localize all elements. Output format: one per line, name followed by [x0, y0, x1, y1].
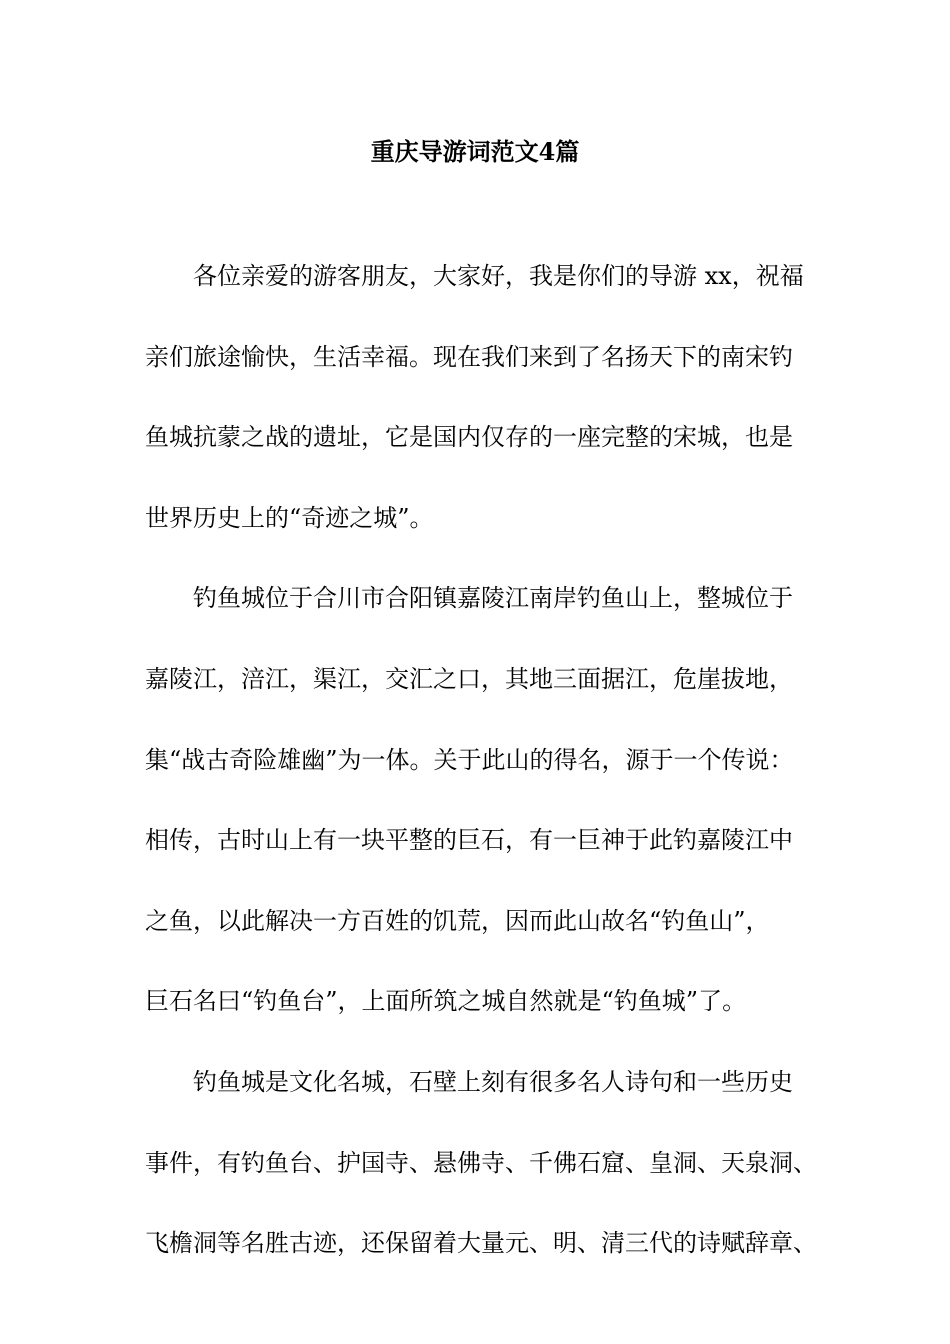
text-line: 嘉陵江，涪江，渠江，交汇之口，其地三面据江，危崖拔地，	[145, 664, 793, 693]
text-line: 相传，古时山上有一块平整的巨石，有一巨神于此钓嘉陵江中	[145, 826, 793, 855]
text-line: 之鱼，以此解决一方百姓的饥荒，因而此山故名“钓鱼山”，	[145, 906, 770, 935]
document-body	[145, 253, 825, 1301]
text-line: 事件，有钓鱼台、护国寺、悬佛寺、千佛石窟、皇洞、天泉洞、	[145, 1148, 817, 1177]
text-line: 世界历史上的“奇迹之城”。	[145, 503, 434, 532]
text-line: 钓鱼城是文化名城，石壁上刻有很多名人诗句和一些历史	[193, 1067, 793, 1096]
text-line: 巨石名曰“钓鱼台”，上面所筑之城自然就是“钓鱼城”了。	[145, 987, 747, 1016]
text-line: 亲们旅途愉快，生活幸福。现在我们来到了名扬天下的南宋钓	[145, 342, 793, 371]
text-line: 各位亲爱的游客朋友，大家好，我是你们的导游 xx，祝福	[193, 262, 804, 290]
text-line: 鱼城抗蒙之战的遗址，它是国内仅存的一座完整的宋城，也是	[145, 423, 793, 452]
text-line: 飞檐洞等名胜古迹，还保留着大量元、明、清三代的诗赋辞章、	[145, 1229, 817, 1258]
text-line: 钓鱼城位于合川市合阳镇嘉陵江南岸钓鱼山上，整城位于	[193, 584, 793, 613]
text-line: 集“战古奇险雄幽”为一体。关于此山的得名，源于一个传说：	[145, 745, 794, 774]
document-title: 重庆导游词范文4篇	[370, 137, 580, 166]
